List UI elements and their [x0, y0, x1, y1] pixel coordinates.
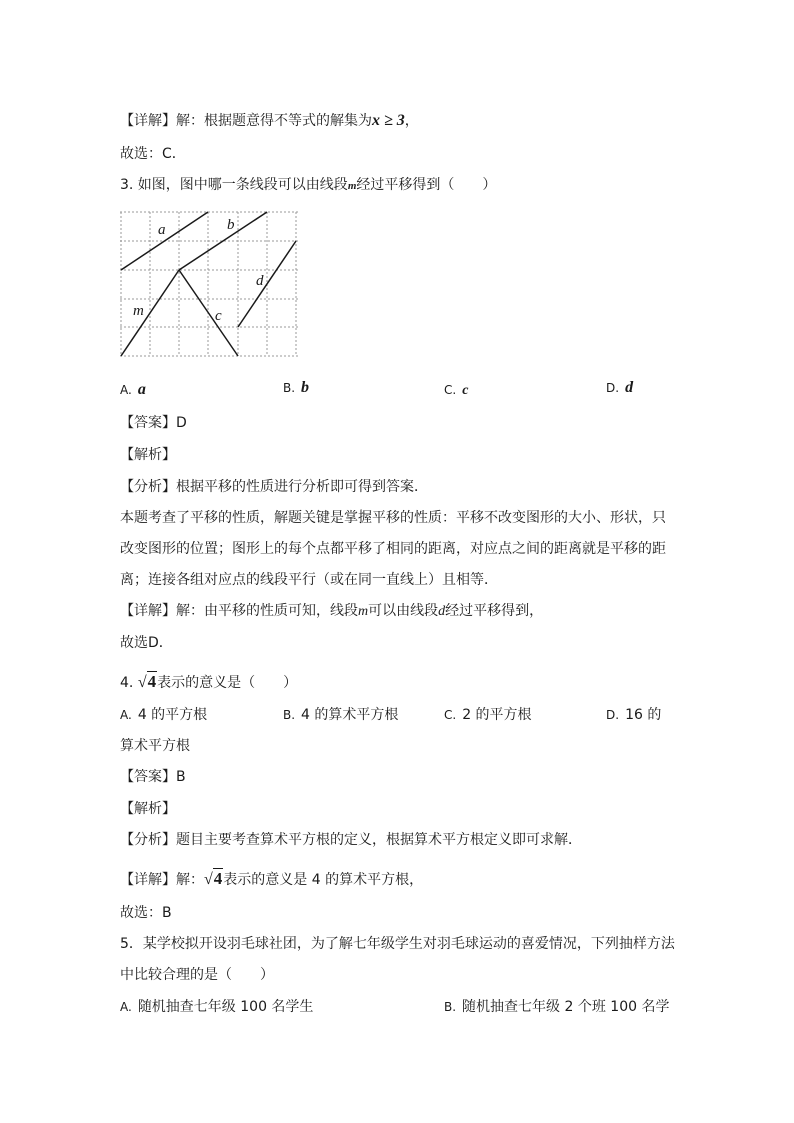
question-5-stem-b: 中比较合理的是（ ）: [120, 967, 274, 983]
translation-figure: [120, 210, 302, 360]
answer-4: 【答案】B: [120, 769, 186, 785]
option-q3-c[interactable]: [444, 380, 468, 401]
radicand: 4: [147, 672, 157, 691]
option-q3-a[interactable]: [120, 380, 146, 400]
segment-a: [121, 212, 208, 270]
option-q4-a[interactable]: [120, 705, 207, 725]
radicand: 4: [213, 869, 223, 888]
option-label: C.: [444, 708, 457, 722]
inequality-math: x ≥ 3: [372, 112, 405, 129]
option-value: d: [625, 379, 634, 396]
question-4-number: 4.: [120, 675, 134, 691]
figure-grid: [120, 212, 298, 356]
radical-sign: √: [137, 674, 147, 691]
jiexi-4: 【解析】: [120, 801, 176, 817]
segment-m-symbol: m: [358, 604, 369, 619]
detail-4-text: 【详解】解：: [120, 872, 204, 888]
question-4-text: 表示的意义是（ ）: [157, 675, 298, 691]
answer-3: 【答案】D: [120, 415, 187, 431]
option-label: A.: [120, 708, 132, 722]
option-label: C.: [444, 383, 457, 397]
body-3b: 改变图形的位置；图形上的每个点都平移了相同的距离，对应点之间的距离就是平移的距: [120, 541, 666, 557]
option-value: a: [137, 381, 146, 398]
segment-m-symbol: m: [347, 180, 357, 192]
fenxi-3: 【分析】根据平移的性质进行分析即可得到答案．: [120, 479, 428, 495]
segment-m: [121, 270, 179, 356]
option-q4-d-wrap: 算术平方根: [120, 738, 190, 754]
question-3-text-end: 经过平移得到（ ）: [356, 177, 497, 193]
body-3a: 本题考查了平移的性质，解题关键是掌握平移的性质：平移不改变图形的大小、形状，只: [120, 510, 666, 526]
option-label: B.: [283, 708, 296, 722]
option-value: 随机抽查七年级 2 个班 100 名学: [462, 999, 670, 1015]
option-label: D.: [606, 381, 620, 395]
option-label: A.: [120, 383, 132, 397]
detail-4-text-end: 表示的意义是 4 的算术平方根，: [223, 872, 424, 888]
option-q4-b[interactable]: [283, 705, 398, 725]
option-label: B.: [283, 381, 296, 395]
choose-4: 故选：B: [120, 905, 172, 921]
line-detail-1: [120, 111, 419, 131]
option-value: b: [301, 379, 310, 396]
option-value: 4 的平方根: [137, 707, 208, 723]
choose-3: 故选D．: [120, 635, 173, 651]
label-b: b: [227, 217, 235, 233]
detail-text-end: ，: [404, 113, 419, 129]
label-a: a: [158, 222, 166, 238]
radical-sign: √: [204, 871, 213, 888]
sqrt-4-math: [204, 869, 223, 890]
detail-text: 【详解】解：根据题意得不等式的解集为: [120, 113, 372, 129]
option-value: 2 的平方根: [462, 707, 532, 723]
detail-3-text: 【详解】解：由平移的性质可知，线段: [120, 603, 358, 619]
question-5-stem-a: 5．某学校拟开设羽毛球社团，为了解七年级学生对羽毛球运动的喜爱情况，下列抽样方法: [120, 936, 675, 952]
jiexi-3: 【解析】: [120, 447, 176, 463]
detail-3: [120, 601, 543, 622]
detail-4: [120, 869, 423, 890]
question-3-stem: [120, 175, 496, 196]
line-choose-c: 故选：C．: [120, 146, 186, 162]
option-value: c: [462, 383, 469, 398]
sqrt-4-math: [138, 672, 157, 693]
segment-c: [179, 270, 238, 356]
label-d: d: [256, 273, 264, 289]
option-q3-b[interactable]: [283, 378, 309, 398]
option-value: 4 的算术平方根: [301, 707, 399, 723]
fenxi-4: 【分析】题目主要考查算术平方根的定义，根据算术平方根定义即可求解．: [120, 832, 582, 848]
option-value: 随机抽查七年级 100 名学生: [137, 999, 314, 1015]
option-label: A.: [120, 1000, 132, 1014]
segment-d-symbol: d: [438, 604, 446, 619]
label-c: c: [215, 308, 222, 324]
option-q4-d[interactable]: [606, 705, 661, 725]
question-3-text: 3. 如图，图中哪一条线段可以由线段: [120, 177, 348, 193]
detail-3-text-end: 经过平移得到，: [445, 603, 544, 619]
option-label: B.: [444, 1000, 457, 1014]
detail-3-text-mid: 可以由线段: [368, 603, 439, 619]
option-q4-c[interactable]: [444, 705, 532, 725]
question-4-stem: [120, 672, 297, 693]
body-3c: 离；连接各组对应点的线段平行（或在同一直线上）且相等．: [120, 572, 498, 588]
option-q3-d[interactable]: [606, 378, 633, 398]
option-label: D.: [606, 708, 620, 722]
option-q5-a[interactable]: [120, 997, 313, 1017]
label-m: m: [133, 303, 144, 319]
option-q5-b[interactable]: [444, 997, 669, 1017]
option-value: 16 的: [625, 707, 662, 723]
